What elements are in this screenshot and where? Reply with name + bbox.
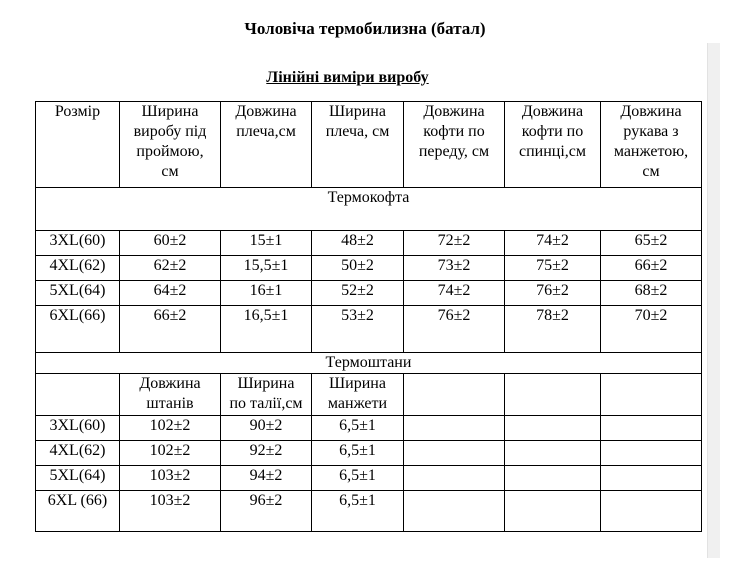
table-cell: 90±2 — [221, 416, 312, 441]
table-cell: 103±2 — [120, 466, 221, 491]
table-cell: 76±2 — [505, 281, 601, 306]
table-row — [36, 306, 702, 353]
table-cell: 48±2 — [312, 231, 404, 256]
subheader-cell: Ширина по талії,см — [221, 374, 312, 416]
header-cell: Ширина плеча, см — [312, 102, 404, 188]
subheader-cell: Ширина манжети — [312, 374, 404, 416]
table-row — [36, 441, 702, 466]
table-cell: 6,5±1 — [312, 491, 404, 532]
table-row — [36, 491, 702, 532]
table-cell — [404, 466, 505, 491]
table-cell: 66±2 — [120, 306, 221, 353]
section-row — [36, 188, 702, 231]
table-cell — [505, 416, 601, 441]
table-cell: 102±2 — [120, 416, 221, 441]
table-row — [36, 231, 702, 256]
table-cell — [601, 466, 702, 491]
table-row — [36, 256, 702, 281]
table-cell: 60±2 — [120, 231, 221, 256]
table-cell: 76±2 — [404, 306, 505, 353]
table-cell: 96±2 — [221, 491, 312, 532]
table-cell: 74±2 — [505, 231, 601, 256]
table-cell — [404, 416, 505, 441]
table-row — [36, 416, 702, 441]
table-cell — [505, 374, 601, 416]
table-cell: 4XL(62) — [36, 441, 120, 466]
table-cell: 6XL (66) — [36, 491, 120, 532]
table-cell: 6,5±1 — [312, 416, 404, 441]
header-cell: Ширина виробу під проймою, см — [120, 102, 221, 188]
table-cell: 15±1 — [221, 231, 312, 256]
table-cell: 72±2 — [404, 231, 505, 256]
table-cell: 53±2 — [312, 306, 404, 353]
table-cell: 75±2 — [505, 256, 601, 281]
table-cell — [505, 441, 601, 466]
table-cell: 62±2 — [120, 256, 221, 281]
table-cell — [404, 441, 505, 466]
table-cell — [505, 491, 601, 532]
subheader-cell: Довжина штанів — [120, 374, 221, 416]
table-subheader-row — [36, 374, 702, 416]
table-cell: 73±2 — [404, 256, 505, 281]
table-cell: 6XL(66) — [36, 306, 120, 353]
table-cell: 94±2 — [221, 466, 312, 491]
section-label-bottom: Термоштани — [36, 353, 702, 374]
table-cell: 66±2 — [601, 256, 702, 281]
table-cell — [505, 466, 601, 491]
table-cell: 15,5±1 — [221, 256, 312, 281]
size-table — [35, 101, 702, 532]
table-cell — [601, 441, 702, 466]
table-header-row — [36, 102, 702, 188]
table-cell: 78±2 — [505, 306, 601, 353]
document-title: Чоловіча термобилизна (батал) — [244, 19, 486, 38]
table-cell: 6,5±1 — [312, 441, 404, 466]
table-cell: 4XL(62) — [36, 256, 120, 281]
table-cell: 92±2 — [221, 441, 312, 466]
table-cell: 65±2 — [601, 231, 702, 256]
header-cell: Довжина плеча,см — [221, 102, 312, 188]
table-cell: 3XL(60) — [36, 416, 120, 441]
table-cell: 70±2 — [601, 306, 702, 353]
header-cell: Розмір — [36, 102, 120, 188]
header-cell: Довжина рукава з манжетою, см — [601, 102, 702, 188]
table-cell: 68±2 — [601, 281, 702, 306]
section-row — [36, 353, 702, 374]
table-cell: 103±2 — [120, 491, 221, 532]
table-cell: 16±1 — [221, 281, 312, 306]
table-cell — [601, 416, 702, 441]
table-cell — [404, 491, 505, 532]
table-cell: 64±2 — [120, 281, 221, 306]
header-cell: Довжина кофти по спинці,см — [505, 102, 601, 188]
table-cell: 74±2 — [404, 281, 505, 306]
section-label-top: Термокофта — [36, 188, 702, 231]
section-subtitle: Лінійні виміри виробу — [266, 69, 429, 86]
vertical-scrollbar[interactable] — [707, 43, 720, 558]
table-cell: 5XL(64) — [36, 466, 120, 491]
table-cell — [404, 374, 505, 416]
table-cell: 3XL(60) — [36, 231, 120, 256]
table-cell: 102±2 — [120, 441, 221, 466]
header-cell: Довжина кофти по переду, см — [404, 102, 505, 188]
table-cell: 5XL(64) — [36, 281, 120, 306]
table-row — [36, 466, 702, 491]
table-cell — [36, 374, 120, 416]
table-cell: 52±2 — [312, 281, 404, 306]
table-cell: 16,5±1 — [221, 306, 312, 353]
table-cell: 6,5±1 — [312, 466, 404, 491]
table-cell — [601, 491, 702, 532]
table-cell — [601, 374, 702, 416]
table-row — [36, 281, 702, 306]
table-cell: 50±2 — [312, 256, 404, 281]
